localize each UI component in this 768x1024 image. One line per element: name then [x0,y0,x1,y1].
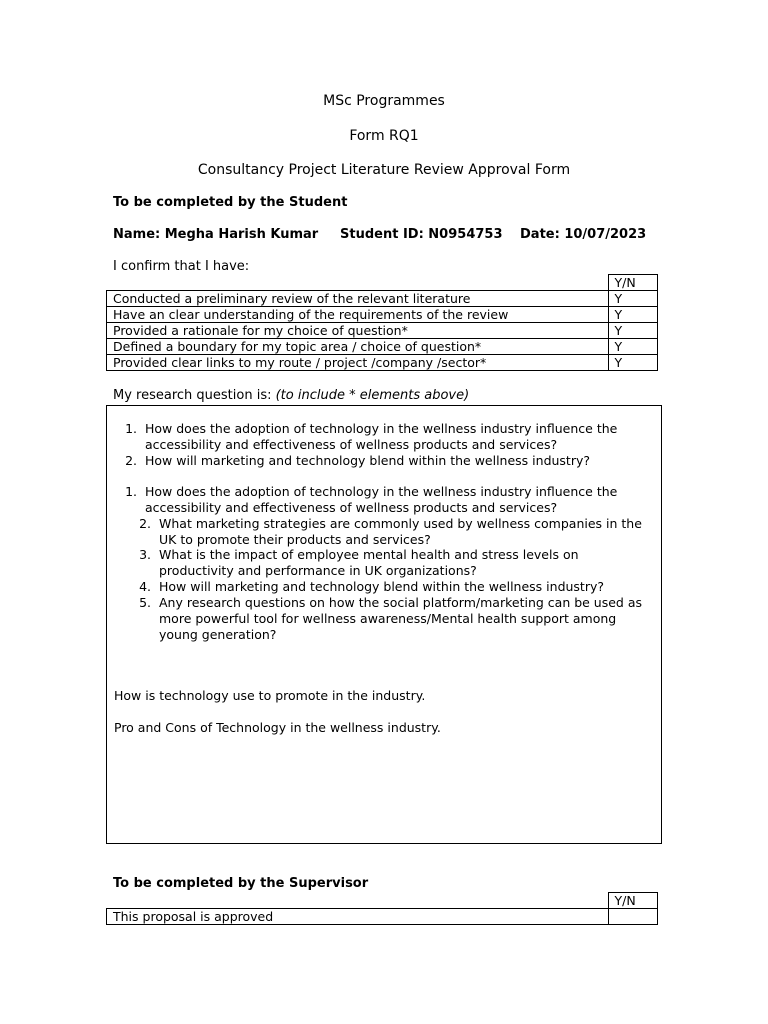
list-item-number: 3. [139,547,151,562]
list-item-number: 5. [139,595,151,610]
table-header-row [107,893,658,909]
list-item-number: 4. [139,579,151,594]
list-item-number: 1. [125,421,137,436]
list-item: productivity and performance in UK organizations? [159,563,477,578]
list-item: young generation? [159,627,277,642]
extra-note: Pro and Cons of Technology in the wellness industry. [114,720,441,735]
list-item: What is the impact of employee mental health and stress levels on [159,547,579,562]
approval-item: This proposal is approved [107,909,609,925]
checklist-item: Have an clear understanding of the requirements of the review [107,307,609,323]
research-question-label-text: My research question is: [113,388,276,403]
checklist-answer[interactable]: Y [608,355,657,371]
list-item: accessibility and effectiveness of wellness products and services? [145,500,558,515]
confirm-text: I confirm that I have: [113,259,250,274]
form-code: Form RQ1 [349,128,419,144]
table-header-row [107,275,658,291]
research-question-label [113,388,469,404]
table-row [107,307,658,323]
checklist-answer[interactable]: Y [608,307,657,323]
list-item: How will marketing and technology blend within the wellness industry? [159,579,605,594]
form-title: Consultancy Project Literature Review Approval Form [197,162,571,178]
table-row [107,355,658,371]
approval-answer[interactable] [608,909,657,925]
list-item: How does the adoption of technology in the wellness industry influence the [145,421,618,436]
list-item-number: 1. [125,484,137,499]
table-row [107,291,658,307]
checklist-answer[interactable]: Y [608,291,657,307]
checklist-answer[interactable]: Y [608,323,657,339]
checklist-item: Provided clear links to my route / project /company /sector* [107,355,609,371]
checklist-item: Defined a boundary for my topic area / choice of question* [107,339,609,355]
checklist-answer[interactable]: Y [608,339,657,355]
yn-header: Y/N [608,893,657,909]
list-item: accessibility and effectiveness of wellness products and services? [145,437,558,452]
list-item: How does the adoption of technology in the wellness industry influence the [145,484,618,499]
supervisor-table [106,892,658,925]
list-item: What marketing strategies are commonly used by wellness companies in the [159,516,642,531]
extra-note: How is technology use to promote in the industry. [114,688,426,703]
list-item: How will marketing and technology blend within the wellness industry? [145,453,591,468]
checklist-item: Conducted a preliminary review of the relevant literature [107,291,609,307]
list-item: UK to promote their products and services? [159,532,431,547]
research-question-box[interactable] [106,405,662,844]
checklist-item: Provided a rationale for my choice of question* [107,323,609,339]
student-checklist-table [106,274,658,371]
list-item-number: 2. [125,453,137,468]
table-row [107,339,658,355]
table-row [107,909,658,925]
list-item: Any research questions on how the social platform/marketing can be used as [159,595,643,610]
supervisor-section-title: To be completed by the Supervisor [113,876,369,891]
research-question-note: (to include * elements above) [275,388,470,403]
student-name: Name: Megha Harish Kumar [113,227,319,242]
yn-header: Y/N [608,275,657,291]
list-item: more powerful tool for wellness awareness/Mental health support among [159,611,617,626]
table-row [107,323,658,339]
student-id: Student ID: N0954753 [340,227,503,242]
student-section-title: To be completed by the Student [113,195,348,210]
submission-date: Date: 10/07/2023 [520,227,647,242]
list-item-number: 2. [139,516,151,531]
programme-title: MSc Programmes [323,93,445,109]
